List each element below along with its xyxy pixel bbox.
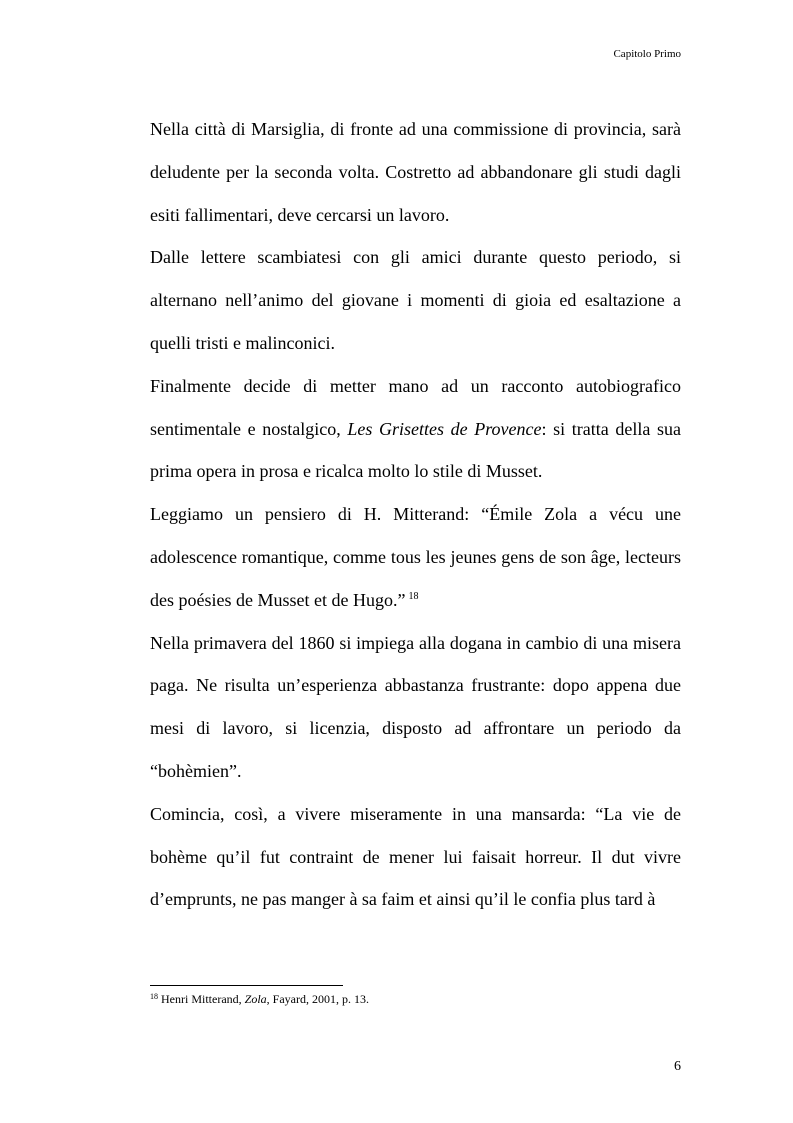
paragraph <box>150 365 681 493</box>
paragraph: Dalle lettere scambiatesi con gli amici durante questo periodo, si alternano nell’animo del giovane i momenti di gioia ed esaltazione a quelli tristi e malinconici. <box>150 247 681 353</box>
paragraph: Nella città di Marsiglia, di fronte ad una commissione di provincia, sarà deludente per la seconda volta. Costretto ad abbandonare gli studi dagli esiti fallimentari, deve cercarsi un lavoro. <box>150 119 681 225</box>
footnote-details: , Fayard, 2001, p. 13. <box>266 992 369 1006</box>
footnote-author: Henri Mitterand, <box>161 992 245 1006</box>
footnote-number: 18 <box>150 992 158 1001</box>
paragraph <box>150 493 681 621</box>
footnote-reference[interactable]: 18 <box>408 590 419 602</box>
book-title: Les Grisettes de Provence <box>347 418 542 439</box>
paragraph-text: : si tratta della sua prima opera in prosa e ricalca molto lo stile di Musset. <box>150 418 681 482</box>
footnote-separator <box>150 985 343 986</box>
footnote-title: Zola <box>244 992 267 1006</box>
running-header: Capitolo Primo <box>613 48 681 60</box>
paragraph-text: Leggiamo un pensiero di H. Mitterand: “Émile Zola a vécu une adolescence romantique, comme tous les jeunes gens de son âge, lecteurs des poésies de Musset et de Hugo.” <box>150 504 681 610</box>
paragraph: Comincia, così, a vivere miseramente in una mansarda: “La vie de bohème qu’il fut contraint de mener lui faisait horreur. Il dut vivre d’emprunts, ne pas manger à sa faim et ainsi qu’il le confia plus tard à <box>150 803 681 910</box>
body-text <box>150 108 681 921</box>
paragraph-text: Finalmente decide di metter mano ad un racconto autobiografico sentimentale e nostalgico, <box>150 375 681 439</box>
page-number: 6 <box>674 1059 681 1074</box>
footnote <box>150 991 681 1007</box>
paragraph: Nella primavera del 1860 si impiega alla dogana in cambio di una misera paga. Ne risulta un’esperienza abbastanza frustrante: dopo appena due mesi di lavoro, si licenzia, disposto ad affrontare un periodo da “bohèmien”. <box>150 632 681 781</box>
